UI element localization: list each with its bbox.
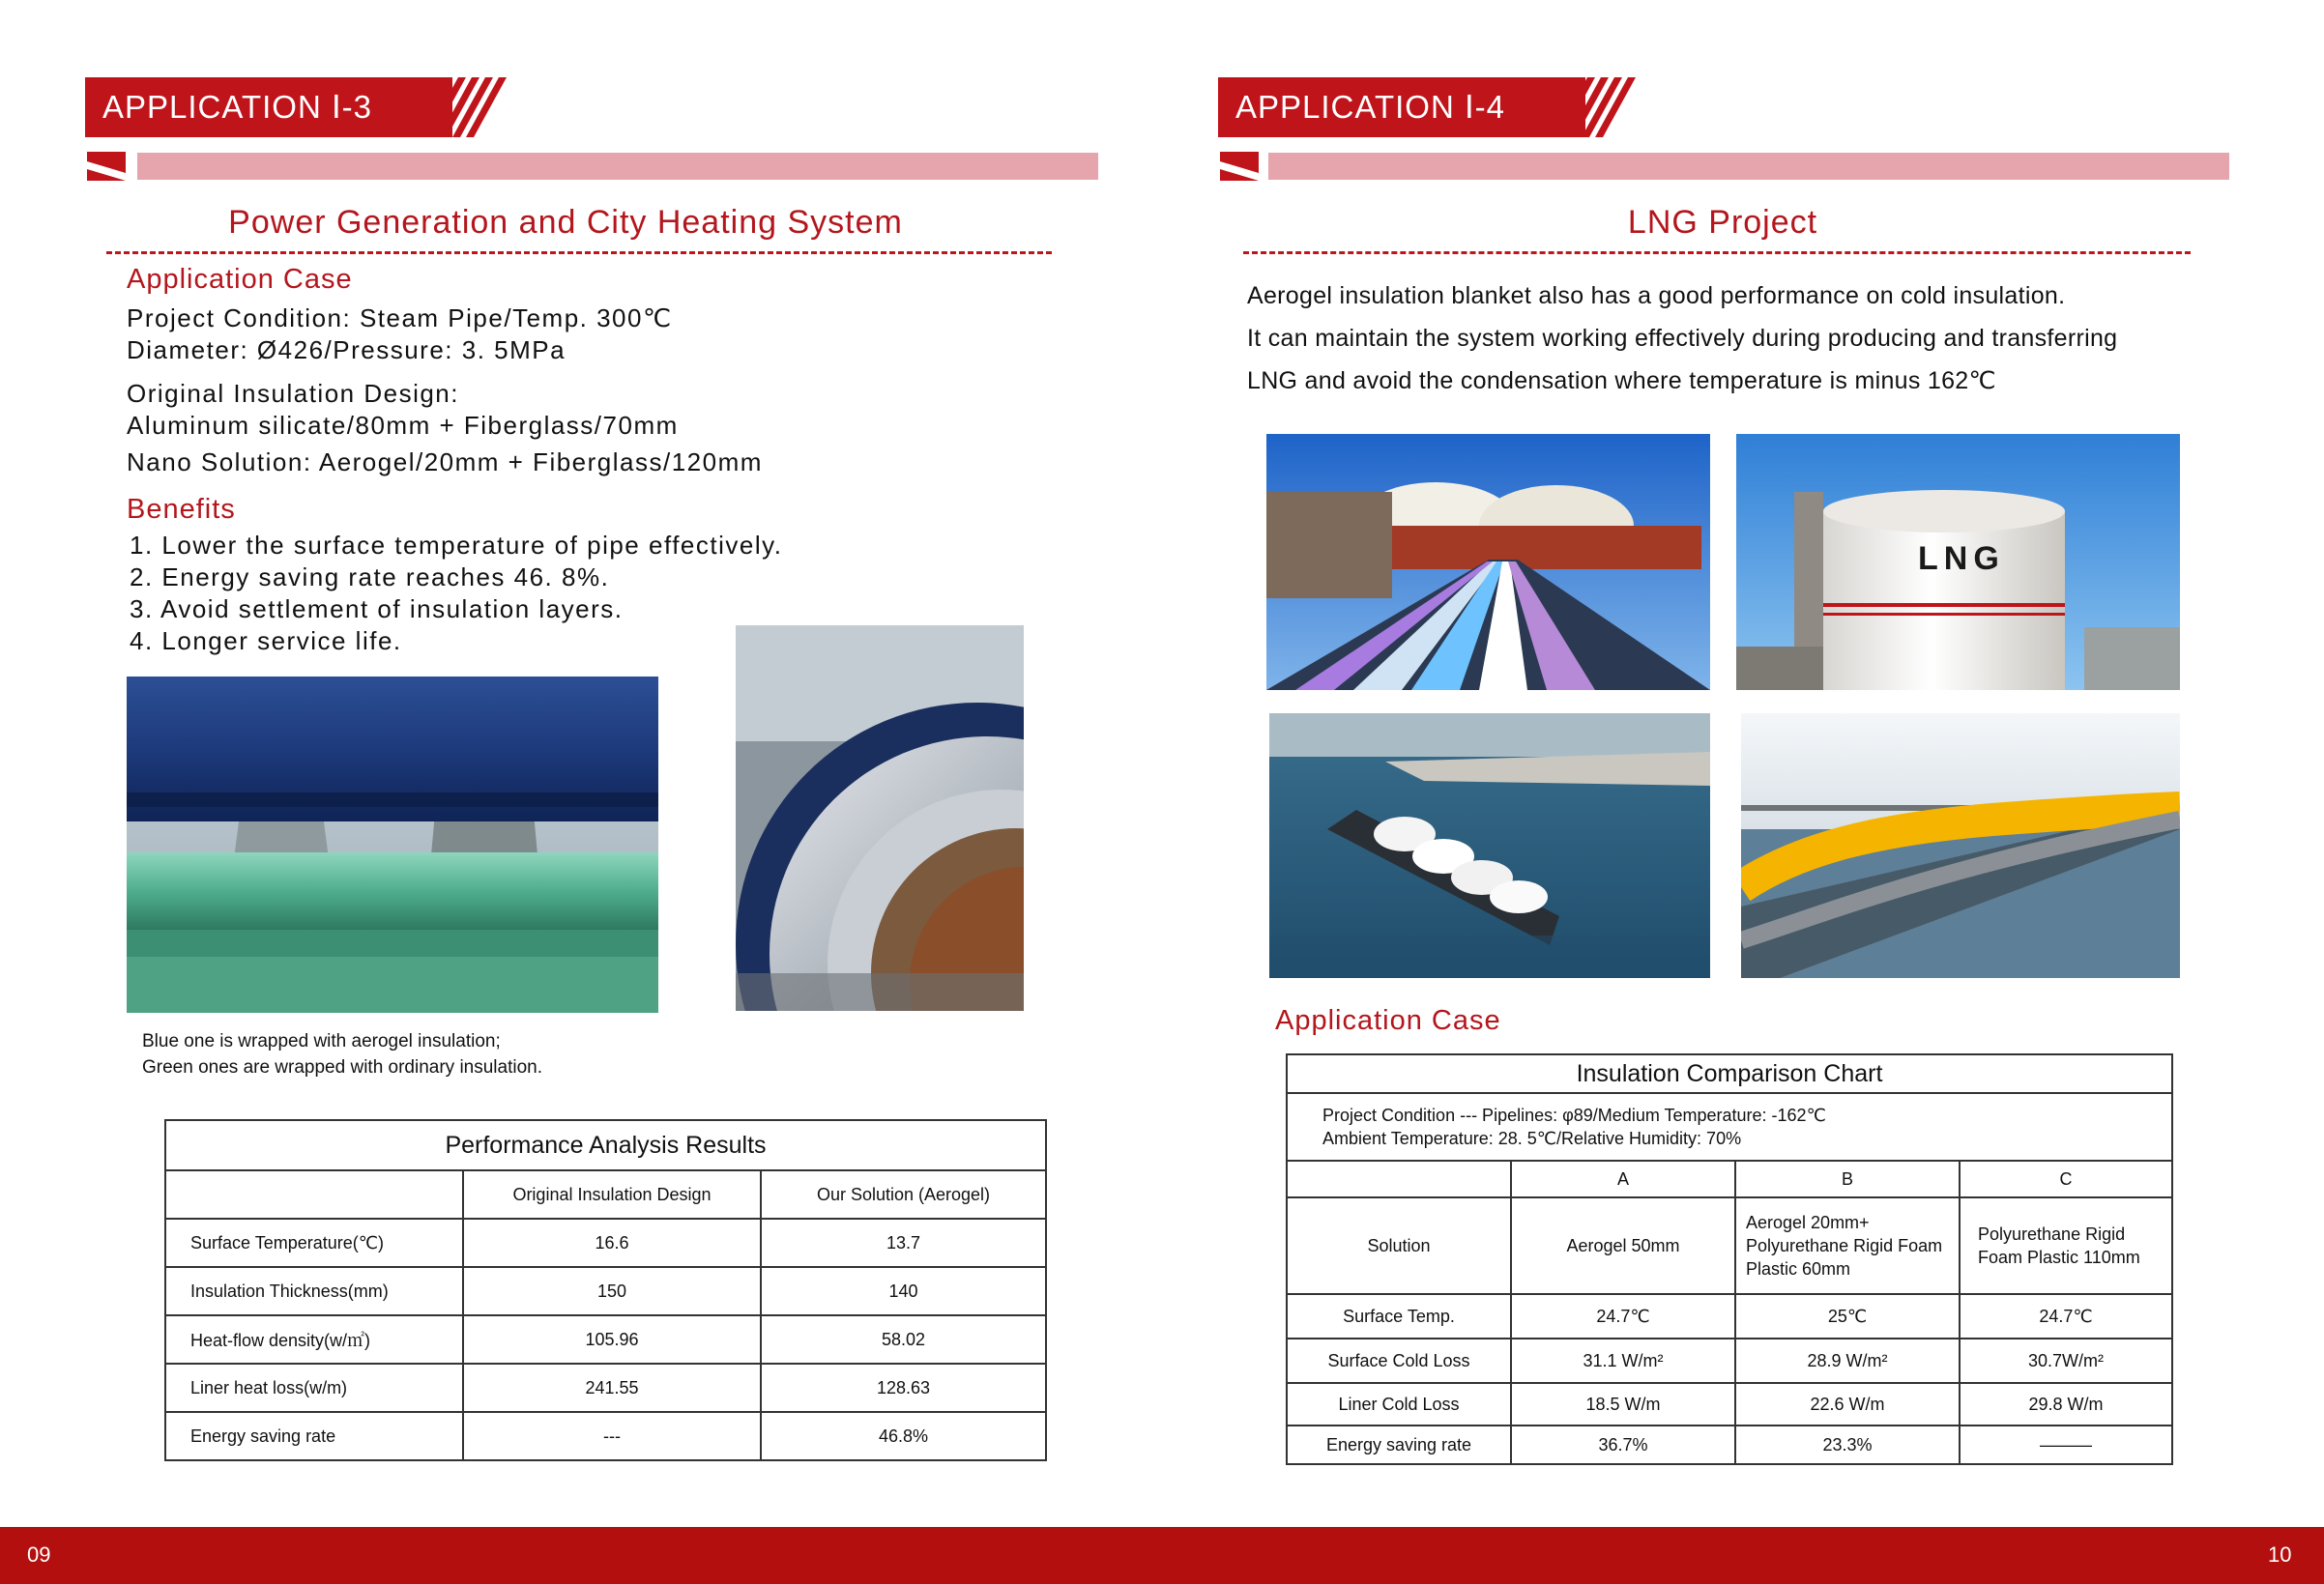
table-cell: Surface Temp. [1287, 1294, 1511, 1339]
benefit-item: 4. Longer service life. [130, 626, 402, 655]
table-cell: 23.3% [1735, 1426, 1960, 1464]
table-cell: 36.7% [1511, 1426, 1735, 1464]
table-row [1287, 1426, 2172, 1464]
performance-table [164, 1119, 1047, 1461]
lng-terminal-photo [1266, 434, 1710, 690]
benefit-item: 1. Lower the surface temperature of pipe effectively. [130, 531, 783, 560]
dashed-divider [1243, 251, 2191, 254]
table-cell: --- [463, 1412, 761, 1460]
table-title: Insulation Comparison Chart [1287, 1054, 2172, 1093]
rule-flag-icon [87, 152, 126, 181]
divider-bar [137, 153, 1098, 180]
table-header-cell [1287, 1161, 1511, 1197]
benefit-item: 2. Energy saving rate reaches 46. 8%. [130, 562, 610, 591]
case-line: Project Condition: Steam Pipe/Temp. 300℃ [127, 303, 673, 332]
table-cell: 29.8 W/m [1960, 1383, 2172, 1426]
page-number-left: 09 [27, 1542, 51, 1567]
banner-stripes-icon [1554, 77, 1641, 137]
photo-caption: Green ones are wrapped with ordinary insulation. [142, 1057, 543, 1078]
right-page [1162, 0, 2324, 1527]
dashed-divider [106, 251, 1052, 254]
table-header-cell: Original Insulation Design [463, 1170, 761, 1219]
table-cell: 16.6 [463, 1219, 761, 1267]
table-cell: 58.02 [761, 1315, 1046, 1364]
table-cell: 24.7℃ [1960, 1294, 2172, 1339]
table-cell: 28.9 W/m² [1735, 1339, 1960, 1383]
table-row [1287, 1294, 2172, 1339]
table-cell: 140 [761, 1267, 1046, 1315]
table-row [165, 1364, 1046, 1412]
table-cell: Aerogel 50mm [1511, 1197, 1735, 1294]
table-cell: 128.63 [761, 1364, 1046, 1412]
table-cell: 18.5 W/m [1511, 1383, 1735, 1426]
section-banner [1218, 77, 1585, 137]
table-cell: 22.6 W/m [1735, 1383, 1960, 1426]
section-banner [85, 77, 452, 137]
table-cell: Solution [1287, 1197, 1511, 1294]
intro-line: It can maintain the system working effectively during producing and transferring [1247, 325, 2118, 352]
table-header-cell: Our Solution (Aerogel) [761, 1170, 1046, 1219]
table-cell: Insulation Thickness(mm) [165, 1267, 463, 1315]
table-cell: 46.8% [761, 1412, 1046, 1460]
banner-label: APPLICATION Ⅰ-3 [102, 89, 373, 125]
table-cell: Polyurethane Rigid Foam Plastic 110mm [1960, 1197, 2172, 1294]
table-header-cell: A [1511, 1161, 1735, 1197]
case-line: Original Insulation Design: [127, 379, 459, 408]
intro-line: Aerogel insulation blanket also has a good performance on cold insulation. [1247, 282, 2066, 309]
table-cell: Aerogel 20mm+ Polyurethane Rigid Foam Plastic 60mm [1735, 1197, 1960, 1294]
table-cell: 24.7℃ [1511, 1294, 1735, 1339]
application-case-heading: Application Case [1275, 1005, 1501, 1036]
table-row [165, 1267, 1046, 1315]
table-row [1287, 1339, 2172, 1383]
table-row [165, 1219, 1046, 1267]
condition-line: Ambient Temperature: 28. 5℃/Relative Humidity: 70% [1322, 1129, 1742, 1148]
table-cell: 13.7 [761, 1219, 1046, 1267]
pipes-photo [127, 677, 658, 1013]
left-page [0, 0, 1162, 1527]
comparison-table [1286, 1053, 2173, 1465]
lng-tank-label: LNG [1918, 540, 2005, 577]
table-cell: 241.55 [463, 1364, 761, 1412]
benefit-item: 3. Avoid settlement of insulation layers. [130, 594, 624, 623]
table-cell: 30.7W/m² [1960, 1339, 2172, 1383]
rule-flag-icon [1220, 152, 1259, 181]
table-header-cell: B [1735, 1161, 1960, 1197]
photo-caption: Blue one is wrapped with aerogel insulation; [142, 1031, 501, 1051]
banner-stripes-icon [425, 77, 512, 137]
condition-line: Project Condition --- Pipelines: φ89/Medium Temperature: -162℃ [1322, 1106, 1826, 1125]
case-line: Aluminum silicate/80mm + Fiberglass/70mm [127, 411, 679, 440]
table-cell: Energy saving rate [165, 1412, 463, 1460]
divider-bar [1268, 153, 2229, 180]
banner-label: APPLICATION Ⅰ-4 [1235, 89, 1506, 125]
table-cell: 150 [463, 1267, 761, 1315]
table-cell: Heat-flow density(w/㎡) [165, 1315, 463, 1364]
table-row [1287, 1383, 2172, 1426]
lng-tank-photo [1736, 434, 2180, 690]
page-number-right: 10 [2268, 1542, 2292, 1567]
table-cell: ——— [1960, 1426, 2172, 1464]
case-line: Nano Solution: Aerogel/20mm + Fiberglass/120mm [127, 447, 763, 476]
pipe-cross-section-photo [736, 625, 1024, 1011]
page-title: Power Generation and City Heating System [228, 204, 903, 241]
application-case-heading: Application Case [127, 264, 353, 295]
table-cell: 31.1 W/m² [1511, 1339, 1735, 1383]
case-line: Diameter: Ø426/Pressure: 3. 5MPa [127, 335, 566, 364]
table-cell: Surface Cold Loss [1287, 1339, 1511, 1383]
table-row [165, 1412, 1046, 1460]
table-cell: Liner Cold Loss [1287, 1383, 1511, 1426]
table-header-cell [165, 1170, 463, 1219]
footer-bar [0, 1527, 2324, 1584]
table-header-cell: C [1960, 1161, 2172, 1197]
table-cell: Energy saving rate [1287, 1426, 1511, 1464]
trestle-pipeline-photo [1741, 713, 2180, 978]
lng-carrier-photo [1269, 713, 1710, 978]
table-row [1287, 1197, 2172, 1294]
intro-line: LNG and avoid the condensation where temperature is minus 162℃ [1247, 367, 1996, 394]
table-cell: 105.96 [463, 1315, 761, 1364]
table-cell: Liner heat loss(w/m) [165, 1364, 463, 1412]
project-condition-cell [1287, 1093, 2172, 1161]
table-title: Performance Analysis Results [165, 1120, 1046, 1170]
table-row [165, 1315, 1046, 1364]
benefits-heading: Benefits [127, 494, 236, 525]
page-title: LNG Project [1627, 204, 1818, 241]
table-cell: Surface Temperature(℃) [165, 1219, 463, 1267]
table-cell: 25℃ [1735, 1294, 1960, 1339]
